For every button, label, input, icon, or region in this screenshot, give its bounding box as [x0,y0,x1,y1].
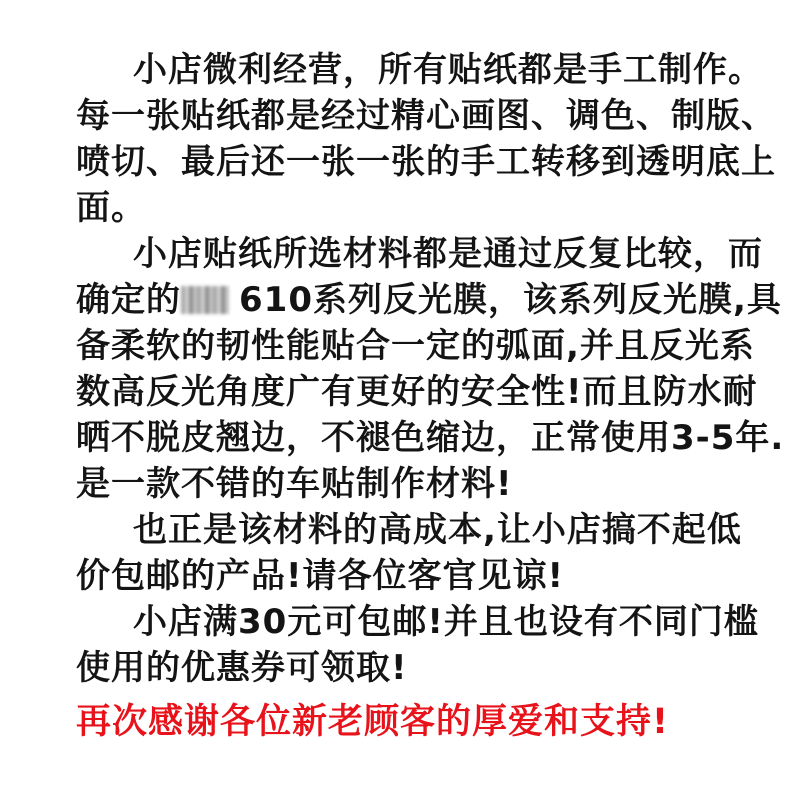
notice-line-6 [76,275,782,325]
notice-line-6-prefix: 确定的 [76,280,181,320]
notice-line-3: 喷切、最后还一张一张的手工转移到透明底上 [76,142,776,182]
notice-line-7: 备柔软的韧性能贴合一定的弧面,并且反光系 [76,326,755,366]
notice-line-9: 晒不脱皮翘边，不褪色缩边，正常使用3-5年. [76,418,785,458]
notice-line-4: 面。 [76,188,146,228]
notice-line-12: 价包邮的产品!请各位客官见谅! [76,556,565,596]
notice-line-11: 也正是该材料的高成本,让小店搞不起低 [133,510,742,550]
notice-line-6-suffix: 610系列反光膜，该系列反光膜,具 [239,280,782,320]
notice-line-13: 小店满30元可包邮!并且也设有不同门槛 [133,602,759,642]
notice-line-10: 是一款不错的车贴制作材料! [76,464,513,504]
notice-line-5: 小店贴纸所选材料都是通过反复比较，而 [133,234,763,274]
thank-you-line: 再次感谢各位新老顾客的厚爱和支持! [76,702,669,742]
notice-line-1: 小店微利经营，所有贴纸都是手工制作。 [133,50,763,90]
notice-line-2: 每一张贴纸都是经过精心画图、调色、制版、 [76,96,776,136]
notice-line-14: 使用的优惠券可领取! [76,648,408,688]
notice-line-8: 数高反光角度广有更好的安全性!而且防水耐 [76,372,758,412]
blurred-brand-mark [181,286,229,314]
